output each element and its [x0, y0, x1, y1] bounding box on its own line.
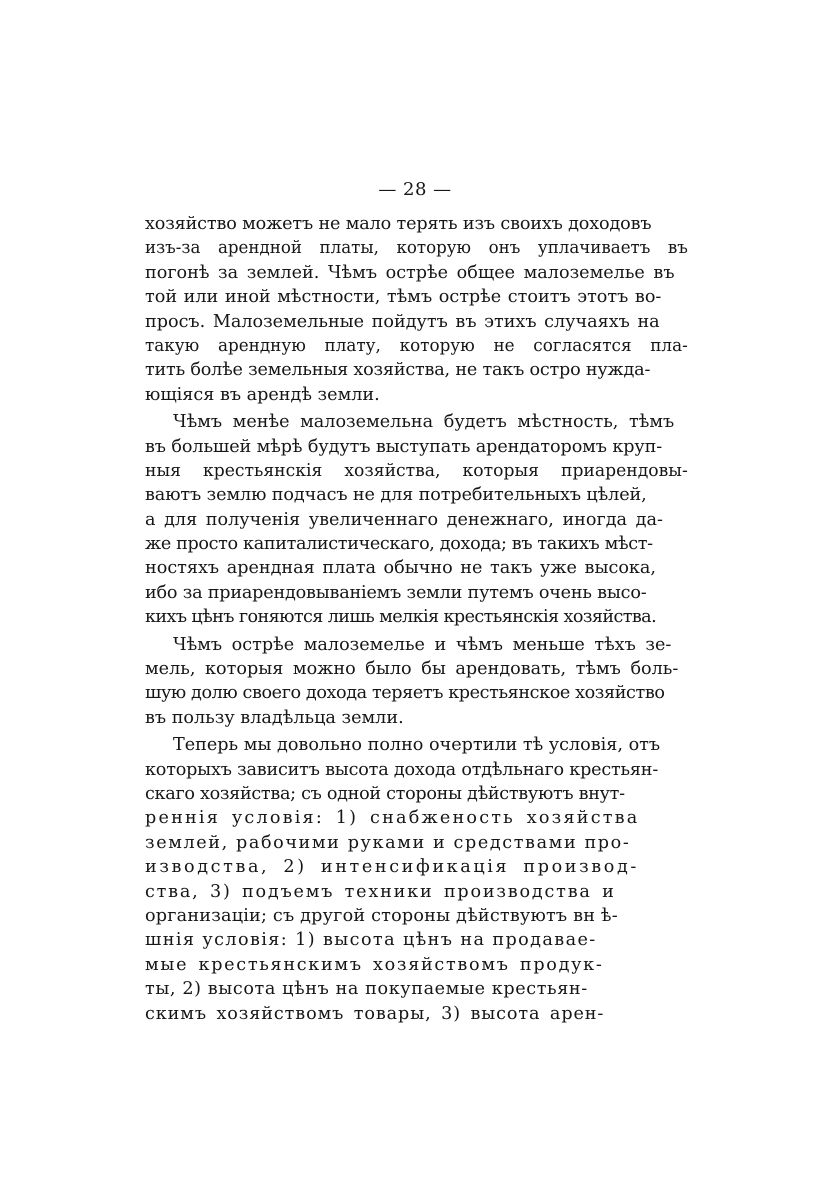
text-line: той или иной мѣстности, тѣмъ острѣе стоитъ этотъ во-: [145, 287, 662, 308]
text-line: Теперь мы довольно полно очертили тѣ условія, отъ: [173, 735, 661, 756]
text-line: шую долю своего дохода теряетъ крестьянское хозяйство: [145, 683, 665, 704]
text-line: а для полученія увеличеннаго денежнаго, иногда да-: [145, 509, 663, 530]
body-text: [145, 212, 688, 1026]
text-line: изъ-за арендной платы, которую онъ уплачиваетъ въ: [145, 238, 688, 259]
text-line: реннія условія: 1) снабженость хозяйства: [145, 808, 640, 829]
text-line: тить болѣе земельныя хозяйства, не такъ остро нужда-: [145, 360, 651, 381]
text-line: погонѣ за землей. Чѣмъ острѣе общее малоземелье въ: [145, 262, 675, 283]
text-line: ства, 3) подъемъ техники производства и: [145, 881, 616, 902]
text-line: ющіяся въ арендѣ земли.: [145, 384, 380, 405]
text-line: же просто капиталистическаго, дохода; въ такихъ мѣст-: [145, 534, 653, 555]
text-line: въ большей мѣрѣ будутъ выступать арендаторомъ круп-: [145, 436, 663, 457]
text-line: просъ. Малоземельные пойдутъ въ этихъ случаяхъ на: [145, 311, 660, 332]
text-line: ныя крестьянскія хозяйства, которыя приарендовы-: [145, 460, 688, 481]
text-line: организаціи; съ другой стороны дѣйствуютъ вн ѣ-: [145, 905, 618, 926]
text-line: ибо за приарендовываніемъ земли путемъ очень высо-: [145, 582, 647, 603]
text-line: ваютъ землю подчасъ не для потребительныхъ цѣлей,: [145, 485, 647, 506]
text-line: шнія условія: 1) высота цѣнъ на продавае-: [145, 930, 597, 951]
text-line: скимъ хозяйствомъ товары, 3) высота арен-: [145, 1003, 605, 1024]
text-line: ты, 2) высота цѣнъ на покупаемые крестьян-: [145, 979, 588, 1000]
text-line: мель, которыя можно было бы арендовать, тѣмъ боль-: [145, 659, 679, 680]
text-line: землей, рабочими руками и средствами про-: [145, 832, 631, 853]
text-line: такую арендную плату, которую не согласятся пла-: [145, 335, 688, 356]
text-line: ностяхъ арендная плата обычно не такъ уже высока,: [145, 558, 656, 579]
text-line: въ пользу владѣльца земли.: [145, 707, 404, 728]
text-line: Чѣмъ менѣе малоземельна будетъ мѣстность, тѣмъ: [173, 412, 675, 433]
text-line: Чѣмъ острѣе малоземелье и чѣмъ меньше тѣхъ зе-: [173, 634, 672, 655]
page-number: — 28 —: [378, 179, 452, 200]
text-line: которыхъ зависитъ высота дохода отдѣльнаго крестьян-: [145, 759, 659, 780]
text-line: кихъ цѣнъ гоняются лишь мелкія крестьянскія хозяйства.: [145, 607, 657, 628]
text-line: мые крестьянскимъ хозяйствомъ продук-: [145, 954, 604, 975]
text-line: скаго хозяйства; съ одной стороны дѣйствуютъ внут-: [145, 783, 625, 804]
text-line: хозяйство можетъ не мало терять изъ своихъ доходовъ: [145, 214, 652, 234]
text-line: изводства, 2) интенсификація производ-: [145, 857, 639, 878]
